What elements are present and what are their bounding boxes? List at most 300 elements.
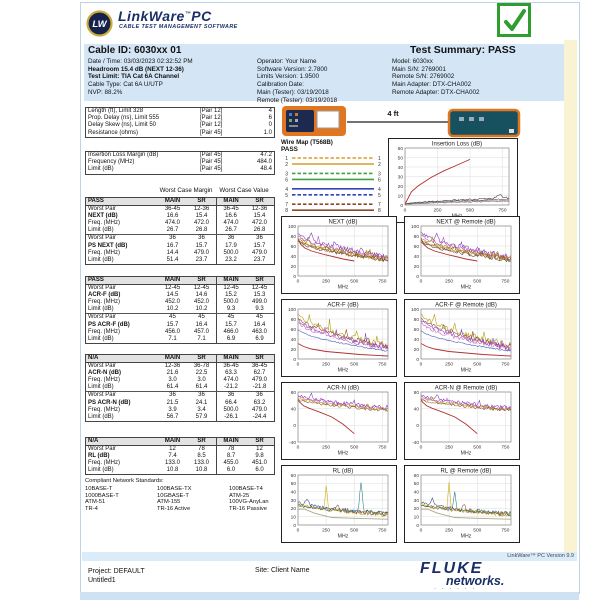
svg-text:500: 500 xyxy=(350,279,359,285)
table-cell: 3.0 xyxy=(168,377,177,384)
table-row xyxy=(86,299,274,306)
svg-text:-40: -40 xyxy=(412,440,419,446)
bottom-band xyxy=(80,592,579,600)
table-cell: 36-45 xyxy=(164,206,181,213)
svg-text:100: 100 xyxy=(287,224,296,230)
svg-text:0: 0 xyxy=(296,445,300,451)
svg-text:RL @ Remote (dB): RL @ Remote (dB) xyxy=(440,468,492,475)
summary-pair: [Pair 45] xyxy=(200,166,223,173)
table-cell: 16.7 xyxy=(166,242,179,249)
table-row xyxy=(86,206,274,213)
table-cell: 21.5 xyxy=(166,399,179,406)
table-cell: Worst Pair xyxy=(88,314,116,321)
svg-text:40: 40 xyxy=(413,407,419,413)
header-cell: SR xyxy=(255,438,264,444)
acr-n-remote-chart xyxy=(404,382,520,460)
table-cell: -26.1 xyxy=(216,414,245,421)
table-cell: 45 xyxy=(256,314,263,321)
svg-text:0: 0 xyxy=(419,279,423,285)
logo-dots: · · · · · · xyxy=(434,586,477,592)
table-row xyxy=(86,460,274,467)
summary-value: 484.0 xyxy=(256,159,272,166)
table-cell: Freq. (MHz) xyxy=(88,406,120,413)
table-cell: 26.8 xyxy=(253,227,266,234)
table-cell: 472.0 xyxy=(251,220,267,227)
table-cell: Worst Pair xyxy=(88,446,116,453)
table-cell: 51.4 xyxy=(166,256,179,263)
table-cell: 56.7 xyxy=(166,413,179,420)
result-table-header xyxy=(86,277,274,285)
svg-text:3: 3 xyxy=(285,171,288,178)
table-row xyxy=(86,363,274,370)
table-cell: 45 xyxy=(169,314,176,321)
table-cell: 12-36 xyxy=(193,206,210,213)
chart-svg-next-remote xyxy=(405,217,516,290)
summary-label: Prop. Delay (ns), Limit 555 xyxy=(88,115,160,122)
svg-text:1: 1 xyxy=(378,156,381,162)
worst-case-headers xyxy=(85,187,275,194)
svg-text:250: 250 xyxy=(322,445,331,451)
table-cell: 66.4 xyxy=(216,400,245,407)
svg-text:750: 750 xyxy=(498,208,507,214)
networks-wordmark: networks. xyxy=(446,574,505,588)
wire-map-svg xyxy=(281,153,387,215)
svg-text:60: 60 xyxy=(290,327,296,333)
fluke-networks-logo xyxy=(420,561,560,592)
table-cell: 15.2 xyxy=(216,292,245,299)
table-cell: 22.5 xyxy=(195,370,208,377)
table-cell: 12-36 xyxy=(164,363,181,370)
summary-pair: [Pair 12] xyxy=(200,108,223,114)
svg-text:0: 0 xyxy=(419,362,423,368)
table-row xyxy=(86,446,274,453)
svg-text:500: 500 xyxy=(350,445,359,451)
svg-text:250: 250 xyxy=(445,279,454,285)
svg-text:80: 80 xyxy=(290,317,296,323)
table-cell: 36 xyxy=(256,235,263,242)
svg-text:30: 30 xyxy=(397,175,403,181)
table-cell: 26.7 xyxy=(166,227,179,234)
worst-case-margin-header: Worst Case Margin xyxy=(159,187,213,194)
svg-text:100: 100 xyxy=(287,307,296,313)
svg-text:NEXT (dB): NEXT (dB) xyxy=(328,219,358,226)
standards-column xyxy=(157,486,229,513)
table-cell: 133.0 xyxy=(164,460,180,467)
table-cell: 3.9 xyxy=(168,406,177,413)
table-cell: 36-78 xyxy=(193,363,210,370)
svg-text:0: 0 xyxy=(296,279,300,285)
table-cell: Worst Pair xyxy=(88,285,116,292)
table-cell: 14.5 xyxy=(166,292,179,299)
fluke-wordmark: FLUKE xyxy=(420,560,484,577)
header-line: Date / Time: 03/03/2023 02:32:52 PM xyxy=(88,58,193,65)
svg-text:8: 8 xyxy=(378,208,381,215)
table-cell: NEXT (dB) xyxy=(88,213,118,220)
project-info xyxy=(88,567,145,585)
table-cell: 499.0 xyxy=(251,299,267,306)
svg-text:20: 20 xyxy=(413,347,419,353)
svg-text:ACR-N @ Remote (dB): ACR-N @ Remote (dB) xyxy=(434,385,498,392)
insertion-loss-summary-table xyxy=(85,151,275,175)
svg-text:MHz: MHz xyxy=(337,367,349,373)
svg-text:0: 0 xyxy=(400,203,403,209)
summary-label: Limit (dB) xyxy=(88,166,114,173)
cable-id-title: Cable ID: 6030xx 01 xyxy=(88,45,182,56)
table-cell: Limit (dB) xyxy=(88,256,114,263)
summary-label: Frequency (MHz) xyxy=(88,159,135,166)
svg-text:40: 40 xyxy=(290,490,296,496)
table-cell: 12 xyxy=(256,446,263,453)
table-row xyxy=(86,250,274,257)
header-cell: MAIN xyxy=(216,198,245,205)
table-cell: -24.4 xyxy=(252,413,267,420)
table-cell: Freq. (MHz) xyxy=(88,299,120,306)
table-cell: 9.3 xyxy=(255,306,264,313)
table-row xyxy=(86,414,274,421)
table-row xyxy=(86,313,274,321)
chart-svg-rl xyxy=(282,466,393,539)
table-cell: 16.4 xyxy=(195,321,208,328)
svg-text:20: 20 xyxy=(413,507,419,513)
svg-text:40: 40 xyxy=(397,165,403,171)
svg-text:100: 100 xyxy=(410,224,419,230)
svg-text:30: 30 xyxy=(413,498,419,504)
table-cell: 61.4 xyxy=(195,384,208,391)
header-cell: SR xyxy=(197,198,206,204)
file-label: Untitled1 xyxy=(88,577,116,584)
svg-text:7: 7 xyxy=(378,202,381,209)
acr-f-remote-chart xyxy=(404,299,520,377)
header-cell: MAIN xyxy=(164,198,181,204)
table-cell: Limit (dB) xyxy=(88,335,114,342)
table-cell: 61.4 xyxy=(166,384,179,391)
table-cell: 45 xyxy=(198,314,205,321)
table-cell: 10.2 xyxy=(195,306,208,313)
table-cell: 36 xyxy=(198,235,205,242)
header-line: Main S/N: 2769001 xyxy=(392,65,446,73)
standard-item: TR-16 Passive xyxy=(229,506,268,513)
standard-item: TR-4 xyxy=(85,506,98,513)
header-cell: SR xyxy=(197,438,206,444)
table-cell: 15.7 xyxy=(253,242,266,249)
header-line: Software Version: 2.7800 xyxy=(257,65,328,73)
header-cell: MAIN xyxy=(164,277,181,283)
summary-row xyxy=(86,166,274,173)
header-line: NVP: 88.2% xyxy=(88,88,123,96)
next-results-table xyxy=(85,197,275,265)
summary-value: 4 xyxy=(268,108,272,114)
svg-text:80: 80 xyxy=(413,317,419,323)
table-cell: 45 xyxy=(216,314,245,321)
header-cell: SR xyxy=(255,277,264,283)
svg-text:ACR-F (dB): ACR-F (dB) xyxy=(327,302,359,309)
table-cell: 36-45 xyxy=(216,206,245,213)
table-cell: 15.4 xyxy=(253,213,266,220)
svg-text:250: 250 xyxy=(445,445,454,451)
standard-item: 1000BASE-T xyxy=(85,492,119,499)
table-cell: PS ACR-N (dB) xyxy=(88,399,131,406)
chart-svg-rl-remote xyxy=(405,466,516,539)
summary-value: 48.4 xyxy=(260,166,272,173)
table-cell: Worst Pair xyxy=(88,363,116,370)
header-cell: MAIN xyxy=(216,438,245,445)
table-row xyxy=(86,467,274,474)
svg-text:20: 20 xyxy=(290,507,296,513)
table-cell: 10.8 xyxy=(166,467,179,474)
summary-pair: [Pair 12] xyxy=(200,115,223,122)
header-line: Remote S/N: 2769002 xyxy=(392,73,455,81)
table-row xyxy=(86,306,274,313)
table-cell: 26.7 xyxy=(216,227,245,234)
summary-row xyxy=(86,115,274,122)
table-cell: 3.0 xyxy=(197,377,206,384)
table-row xyxy=(86,329,274,336)
svg-text:MHz: MHz xyxy=(337,450,349,456)
svg-text:Insertion Loss (dB): Insertion Loss (dB) xyxy=(431,141,483,148)
summary-row xyxy=(86,152,274,159)
rl-chart xyxy=(281,465,397,543)
summary-label: Length (ft), Limit 328 xyxy=(88,108,144,114)
svg-text:250: 250 xyxy=(445,528,454,534)
svg-text:750: 750 xyxy=(378,445,387,451)
standards-column xyxy=(85,486,157,513)
svg-text:50: 50 xyxy=(290,482,296,488)
svg-text:60: 60 xyxy=(290,473,296,479)
table-cell: 57.9 xyxy=(195,413,208,420)
chart-svg-insertion-loss xyxy=(389,139,514,219)
svg-text:7: 7 xyxy=(285,202,288,209)
table-cell: 36-45 xyxy=(251,363,268,370)
header-cell: MAIN xyxy=(216,355,245,362)
next-remote-chart xyxy=(404,216,520,294)
table-cell: Worst Pair xyxy=(88,206,116,213)
length-summary-table xyxy=(85,107,275,138)
svg-text:750: 750 xyxy=(501,362,510,368)
svg-text:250: 250 xyxy=(433,208,442,214)
svg-text:40: 40 xyxy=(413,490,419,496)
svg-text:20: 20 xyxy=(290,347,296,353)
chart-svg-acr-n xyxy=(282,383,393,456)
svg-text:2: 2 xyxy=(285,162,288,168)
svg-text:6: 6 xyxy=(285,177,288,184)
header-line: Cable Type: Cat 6A U/UTP xyxy=(88,81,163,89)
table-cell: 474.0 xyxy=(216,220,245,227)
svg-text:250: 250 xyxy=(322,528,331,534)
table-cell: Freq. (MHz) xyxy=(88,220,120,227)
table-row xyxy=(86,220,274,227)
version-text: LinkWare™ PC Version 9.9 xyxy=(507,553,574,559)
page-edge-strip xyxy=(564,40,577,553)
project-label: Project: DEFAULT xyxy=(88,568,145,575)
svg-text:100: 100 xyxy=(410,307,419,313)
table-cell: 14.4 xyxy=(166,249,179,256)
header-cell: SR xyxy=(197,277,206,283)
tester-link-diagram xyxy=(281,103,521,138)
svg-text:0: 0 xyxy=(293,424,296,430)
svg-text:3: 3 xyxy=(378,171,381,178)
svg-text:0: 0 xyxy=(416,523,419,529)
table-row xyxy=(86,391,274,399)
table-cell: ACR-F (dB) xyxy=(88,292,121,299)
table-cell: 62.7 xyxy=(253,370,266,377)
table-cell: 23.7 xyxy=(195,256,208,263)
header-cell: N/A xyxy=(88,438,99,444)
table-cell: 8.7 xyxy=(216,453,245,460)
table-cell: 15.7 xyxy=(166,321,179,328)
table-cell: 456.0 xyxy=(164,328,180,335)
table-cell: 479.0 xyxy=(251,249,267,256)
svg-text:80: 80 xyxy=(290,390,296,396)
table-cell: 133.0 xyxy=(193,460,209,467)
header-cell: N/A xyxy=(88,355,99,361)
svg-text:250: 250 xyxy=(445,362,454,368)
svg-text:10: 10 xyxy=(397,194,403,200)
table-cell: 8.5 xyxy=(197,453,206,460)
tester-devices-icon xyxy=(281,103,521,138)
svg-text:0: 0 xyxy=(416,424,419,430)
table-cell: 63.3 xyxy=(216,370,245,377)
summary-pair: [Pair 45] xyxy=(200,159,223,166)
svg-text:750: 750 xyxy=(378,362,387,368)
table-row xyxy=(86,377,274,384)
svg-text:-40: -40 xyxy=(289,440,296,446)
svg-text:500: 500 xyxy=(350,528,359,534)
table-cell: 36 xyxy=(198,392,205,399)
summary-value: 1.0 xyxy=(263,129,272,136)
linkware-logo xyxy=(86,8,316,42)
summary-label: Resistance (ohms) xyxy=(88,129,139,136)
svg-text:40: 40 xyxy=(290,337,296,343)
wire-map-status: PASS xyxy=(281,146,298,153)
table-cell: 457.0 xyxy=(193,328,209,335)
chart-svg-acr-f-remote xyxy=(405,300,516,373)
table-cell: 7.1 xyxy=(168,335,177,342)
svg-text:0: 0 xyxy=(416,357,419,363)
table-cell: 15.4 xyxy=(195,213,208,220)
svg-text:10: 10 xyxy=(413,515,419,521)
table-cell: 78 xyxy=(216,446,245,453)
table-cell: 16.6 xyxy=(216,213,245,220)
table-cell: 15.7 xyxy=(216,322,245,329)
svg-text:8: 8 xyxy=(285,208,288,215)
rl-results-table xyxy=(85,437,275,475)
header-line: Model: 6030xx xyxy=(392,58,433,65)
svg-text:4: 4 xyxy=(285,186,288,193)
linkware-badge-icon xyxy=(86,10,113,37)
header-cell: PASS xyxy=(88,277,104,283)
svg-text:500: 500 xyxy=(473,445,482,451)
chart-svg-acr-n-remote xyxy=(405,383,516,456)
table-cell: 36 xyxy=(256,392,263,399)
summary-pair: [Pair 45] xyxy=(200,129,223,136)
table-cell: RL (dB) xyxy=(88,453,110,460)
table-cell: 452.0 xyxy=(193,299,209,306)
table-row xyxy=(86,257,274,264)
svg-text:500: 500 xyxy=(465,208,475,214)
table-cell: 6.9 xyxy=(255,335,264,342)
table-cell: Freq. (MHz) xyxy=(88,249,120,256)
header-cell: SR xyxy=(255,355,264,361)
svg-text:60: 60 xyxy=(413,327,419,333)
table-cell: Limit (dB) xyxy=(88,227,114,234)
svg-text:0: 0 xyxy=(419,445,423,451)
header-cell: SR xyxy=(197,355,206,361)
svg-text:20: 20 xyxy=(413,264,419,270)
svg-text:0: 0 xyxy=(419,528,423,534)
summary-value: 6 xyxy=(268,115,272,122)
table-cell: 500.0 xyxy=(216,407,245,414)
svg-text:500: 500 xyxy=(473,279,482,285)
table-cell: 463.0 xyxy=(251,328,267,335)
table-cell: 474.0 xyxy=(216,377,245,384)
table-row xyxy=(86,292,274,299)
table-cell: 12-45 xyxy=(164,285,181,292)
chart-svg-next xyxy=(282,217,393,290)
table-cell: 451.0 xyxy=(251,460,267,467)
table-cell: Freq. (MHz) xyxy=(88,460,120,467)
svg-text:60: 60 xyxy=(413,244,419,250)
standard-item: ATM-51 xyxy=(85,499,106,506)
wire-map-diagram xyxy=(281,153,387,220)
header-left-column xyxy=(88,58,253,97)
svg-text:0: 0 xyxy=(416,274,419,280)
summary-pair: [Pair 45] xyxy=(200,152,223,158)
header-right-column xyxy=(392,58,532,97)
svg-text:0: 0 xyxy=(296,362,300,368)
next-chart xyxy=(281,216,397,294)
table-row xyxy=(86,213,274,220)
svg-text:4: 4 xyxy=(378,186,381,193)
svg-text:80: 80 xyxy=(413,234,419,240)
table-cell: 6.9 xyxy=(216,336,245,343)
version-band xyxy=(82,552,577,561)
header-line: Remote (Tester): 03/19/2018 xyxy=(257,96,338,104)
svg-text:50: 50 xyxy=(413,482,419,488)
table-cell: 6.0 xyxy=(255,467,264,474)
check-icon xyxy=(500,6,528,34)
header-line: Remote Adapter: DTX-CHA002 xyxy=(392,88,480,96)
table-cell: 500.0 xyxy=(216,299,245,306)
standard-item: 100VG-AnyLan xyxy=(229,499,269,506)
standard-item: TR-16 Active xyxy=(157,506,191,513)
header-cell: MAIN xyxy=(164,438,181,444)
svg-text:MHz: MHz xyxy=(460,533,472,539)
svg-text:40: 40 xyxy=(413,254,419,260)
insertion-loss-chart xyxy=(388,138,518,223)
wire-map-title: Wire Map (T568B) xyxy=(281,139,333,146)
svg-text:5: 5 xyxy=(378,192,381,199)
svg-text:MHz: MHz xyxy=(460,450,472,456)
summary-value: 0 xyxy=(268,122,272,129)
table-cell: Limit (dB) xyxy=(88,306,114,313)
header-middle-column xyxy=(257,58,389,104)
wire-map-panel xyxy=(281,139,387,220)
svg-text:10: 10 xyxy=(290,515,296,521)
table-cell: 474.0 xyxy=(164,220,180,227)
table-cell: 12-36 xyxy=(251,206,268,213)
table-cell: Worst Pair xyxy=(88,235,116,242)
table-cell: 21.6 xyxy=(166,370,179,377)
svg-text:NEXT @ Remote (dB): NEXT @ Remote (dB) xyxy=(436,219,496,226)
table-cell: 12 xyxy=(169,446,176,453)
svg-text:50: 50 xyxy=(397,156,403,162)
svg-text:1: 1 xyxy=(285,156,288,162)
standard-item: 100BASE-TX xyxy=(157,485,192,492)
svg-text:6: 6 xyxy=(378,177,381,184)
test-summary-title: Test Summary: PASS xyxy=(410,44,516,56)
svg-text:750: 750 xyxy=(501,445,510,451)
table-row xyxy=(86,407,274,414)
